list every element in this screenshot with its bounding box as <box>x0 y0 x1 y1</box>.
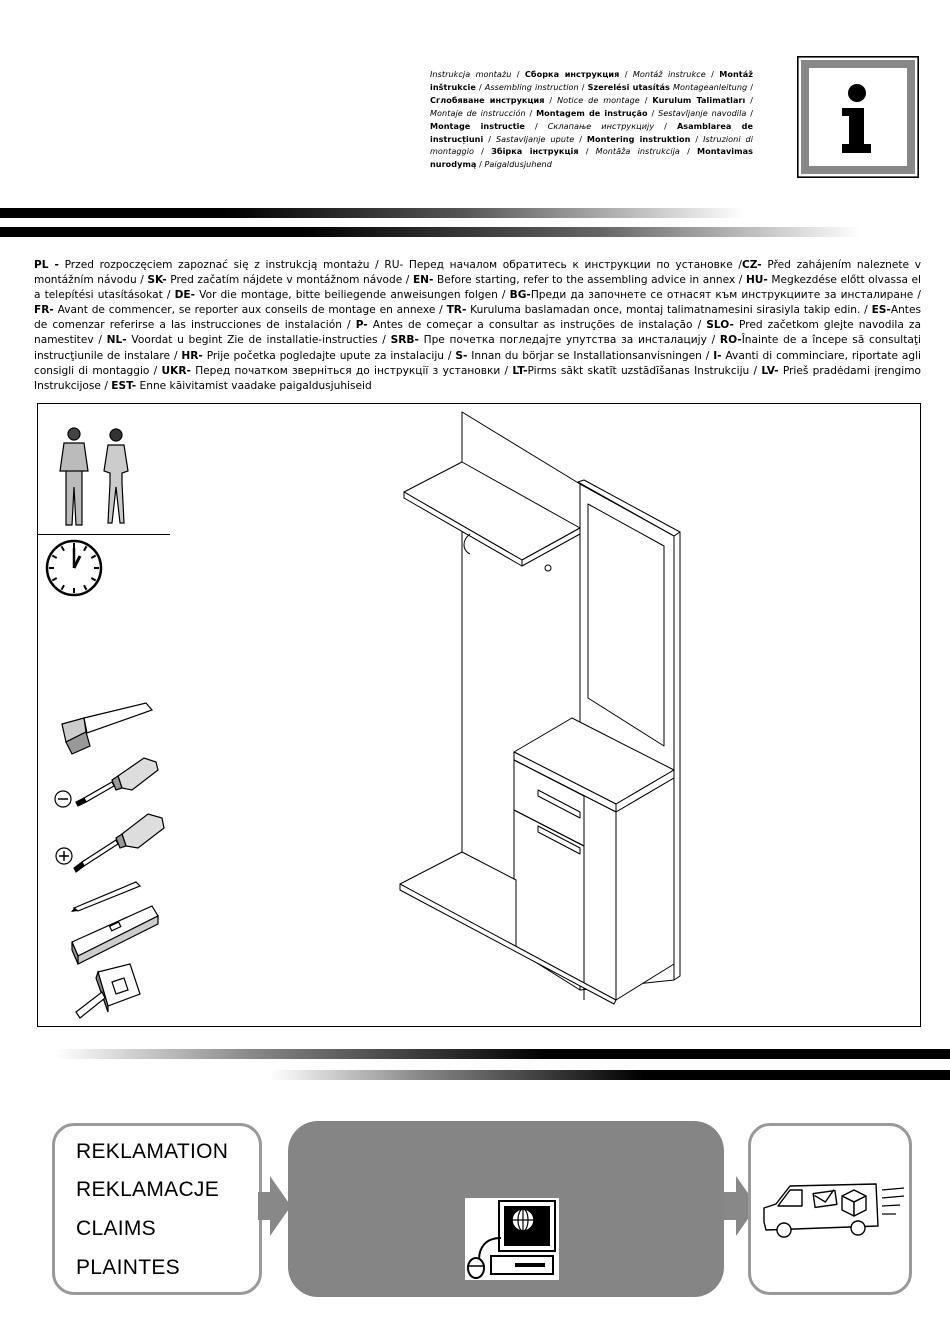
text-segment: EN- <box>412 274 434 287</box>
text-segment: S- <box>455 349 468 362</box>
text-segment: Сборка инструкция <box>524 69 620 79</box>
text-segment: TR- <box>446 304 467 317</box>
text-segment: UKR- <box>161 364 191 377</box>
computer-web-icon <box>465 1198 559 1280</box>
text-segment: DE- <box>174 289 196 302</box>
text-segment: Před zahájením naleznete v montážním návodu / <box>34 259 922 287</box>
claim-label: PLAINTES <box>76 1256 180 1279</box>
claims-box <box>52 1123 262 1295</box>
text-segment: / <box>574 133 587 144</box>
arrow-right-icon <box>258 1172 292 1240</box>
text-segment: Antes de comenzar referirse a las instrucciones de instalación / <box>34 304 921 332</box>
text-segment: / <box>474 146 492 157</box>
text-segment: RO- <box>719 334 742 347</box>
text-segment: Prije početka pogledajte upute za instalaciju / <box>202 349 456 362</box>
phillips-screwdriver-icon <box>52 808 167 880</box>
decorative-stripe <box>0 208 745 218</box>
tape-measure-icon <box>72 962 144 1022</box>
text-segment: Voordat u begint Zie de installatie-instructies / <box>126 334 391 347</box>
text-segment: Преди да започнете се отнасят към инструкциите за инсталиране / <box>530 289 921 302</box>
text-segment: Pirms sākt skatīt uzstādīšanas Instrukciju / <box>527 364 762 377</box>
clock-icon <box>44 538 104 598</box>
text-segment: Megkezdése előtt olvassa el a telepítési utasításokat / <box>34 274 922 302</box>
text-segment: CZ- <box>742 259 762 271</box>
text-segment: HR- <box>181 349 203 362</box>
text-segment: ES- <box>871 304 891 317</box>
text-segment: BG- <box>509 289 531 302</box>
text-segment: Antes de começar a consultar as instruções de instalação / <box>367 319 707 332</box>
text-segment: Assembling instruction <box>484 81 579 92</box>
text-segment: SRB- <box>390 334 419 347</box>
text-segment: I- <box>713 349 722 362</box>
text-segment: Asamblarea de instrucțiuni <box>430 120 753 144</box>
text-segment: Montaje de instrucción <box>430 107 526 118</box>
text-segment: / <box>511 69 525 79</box>
text-segment: EST- <box>111 379 137 392</box>
text-segment: / <box>525 107 537 118</box>
intro-paragraph <box>34 258 921 394</box>
text-segment: Before starting, refer to the assembling advice in annex / <box>433 274 746 287</box>
text-segment: Склапање инструкцију <box>547 120 655 131</box>
hammer-icon <box>60 700 155 760</box>
info-icon <box>797 56 919 178</box>
text-segment: Enne kāivitamist vaadake paigaldusjuhiseid <box>136 379 372 392</box>
text-segment: / <box>647 107 659 118</box>
text-segment: Szerelési utasítás <box>587 81 670 92</box>
spirit-level-icon <box>70 900 160 966</box>
text-segment: Пре почетка погледајте упутства за инсталацију / <box>418 334 720 347</box>
text-segment: Сглобяване инструкция <box>430 94 545 105</box>
text-segment: Avanti di comminciare, riportate agli consigli di montaggio / <box>34 349 921 377</box>
text-segment: Montáž inštrukcie <box>430 69 753 92</box>
text-segment: Montering instruktion <box>586 133 691 144</box>
text-segment: Перед початком зверніться до інструкції з установки / <box>190 364 513 377</box>
text-segment: Avant de commencer, se reporter aux conseils de montage en annexe / <box>53 304 447 317</box>
text-segment: Montavimas nurodymą <box>430 146 753 170</box>
text-segment: Збірка інструкція <box>491 146 579 157</box>
text-segment: Instrukcja montażu <box>430 69 512 79</box>
text-segment: Sestavljanje navodila <box>658 107 747 118</box>
text-segment: / <box>483 133 496 144</box>
text-segment: Vor die montage, bitte beiliegende anweisungen folgen / <box>195 289 510 302</box>
text-segment: Kurulum Talimatları <box>652 94 746 105</box>
text-segment: LT- <box>512 364 528 377</box>
text-segment: Istruzioni di montaggio <box>430 133 754 157</box>
sidebar-divider <box>38 534 170 535</box>
two-persons-icon <box>50 425 140 533</box>
text-segment: Pred začetkom glejte navodila za namestitev / <box>34 319 921 347</box>
decorative-stripe <box>55 1049 950 1059</box>
text-segment: Przed rozpoczęciem zapoznać się z instrukcją montażu / RU- Перед началом обратитесь к инструкции по установке / <box>58 259 742 271</box>
text-segment: Montāža instrukcija <box>595 146 680 157</box>
text-segment: / <box>690 133 704 144</box>
text-segment: P- <box>355 319 368 332</box>
text-segment: / <box>654 120 677 131</box>
text-segment: LV- <box>761 364 779 377</box>
text-segment: Montagem de instrução <box>536 107 648 118</box>
text-segment: Prieš pradėdami įrengimo Instrukcijose / <box>34 364 921 392</box>
text-segment: / <box>679 146 698 157</box>
text-segment: Kuruluma baslamadan once, montaj talimatnamesini sirasiyla takip edin. / <box>466 304 872 317</box>
text-segment: Montageanleitung <box>672 81 748 92</box>
text-segment: / <box>746 107 754 118</box>
text-segment: SLO- <box>706 319 734 332</box>
flat-screwdriver-icon <box>52 752 162 812</box>
decorative-stripe <box>0 227 860 237</box>
text-segment: HU- <box>745 274 768 287</box>
text-segment: / <box>705 69 720 79</box>
text-segment: Innan du börjar se Installationsanvisningen / <box>467 349 714 362</box>
text-segment: / <box>619 69 633 79</box>
claim-label: REKLAMACJE <box>76 1178 220 1201</box>
text-segment: Notice de montage <box>557 94 640 105</box>
text-segment: / <box>745 94 754 105</box>
text-segment: Montage instructie <box>430 120 525 131</box>
text-segment: / <box>476 159 485 170</box>
text-segment: / <box>639 94 653 105</box>
claim-label: REKLAMATION <box>76 1140 229 1163</box>
decorative-stripe <box>270 1070 950 1080</box>
text-segment: / <box>544 94 558 105</box>
claim-label: CLAIMS <box>76 1217 156 1240</box>
text-segment: Montáž instrukce <box>632 69 706 79</box>
text-segment: Pred začatím nájdete v montážnom návode / <box>166 274 413 287</box>
text-segment: Paigaldusjuhend <box>484 159 552 170</box>
delivery-van-icon <box>758 1178 908 1244</box>
text-segment: / <box>475 81 485 92</box>
text-segment: PL - <box>34 259 59 271</box>
text-segment: / <box>524 120 548 131</box>
text-segment: Înainte de a începe să consultaţi instrucţiunile de instalare / <box>34 334 921 362</box>
text-segment: / <box>578 146 596 157</box>
hallway-furniture-drawing <box>398 408 688 1008</box>
text-segment: SK- <box>147 274 167 287</box>
text-segment: Sastavljanje upute <box>495 133 575 144</box>
text-segment: / <box>578 81 588 92</box>
title-multilingual <box>430 68 753 171</box>
text-segment: / <box>747 81 754 92</box>
text-segment: FR- <box>34 304 54 317</box>
text-segment: NL- <box>106 334 127 347</box>
